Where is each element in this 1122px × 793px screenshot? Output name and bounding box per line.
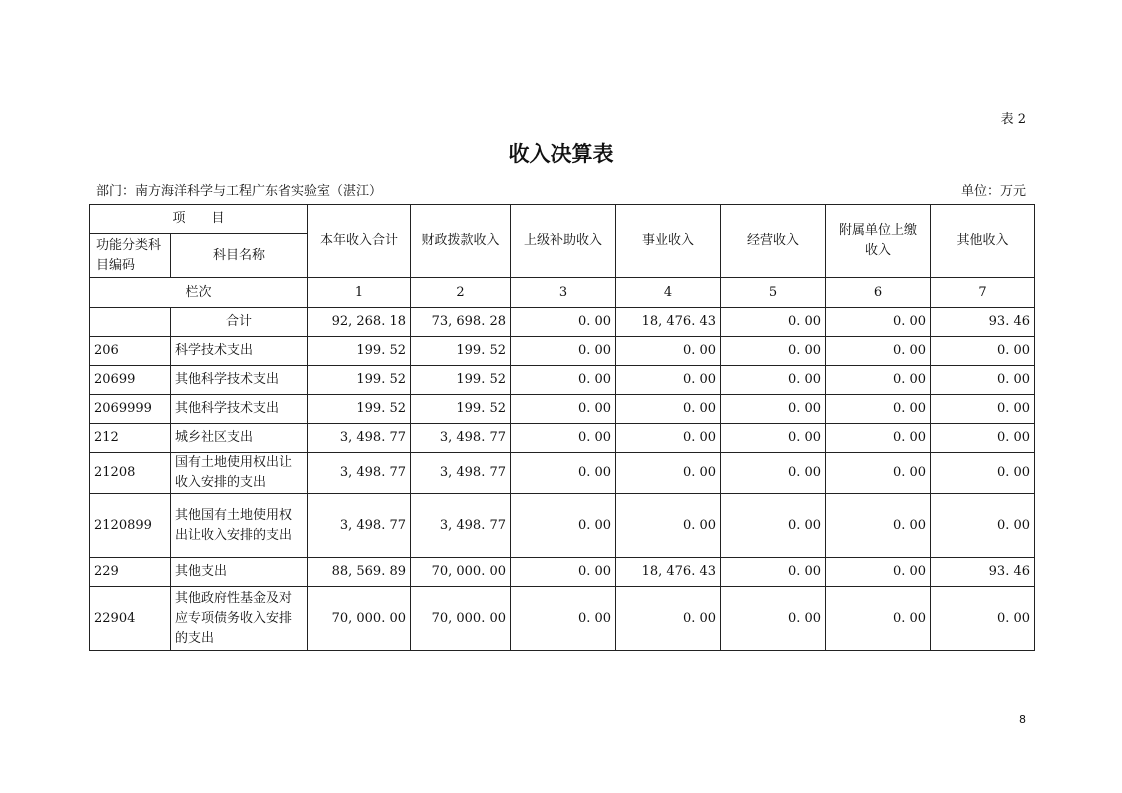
- amount-cell: 70, 000. 00: [308, 587, 411, 651]
- total-value: 73, 698. 28: [411, 308, 511, 337]
- column-header: 上级补助收入: [511, 205, 616, 278]
- amount-cell: 3, 498. 77: [411, 494, 511, 558]
- column-number: 1: [308, 278, 411, 308]
- amount-cell: 0. 00: [721, 558, 826, 587]
- column-number: 4: [616, 278, 721, 308]
- total-label: 合计: [171, 308, 308, 337]
- function-code: 206: [90, 337, 171, 366]
- amount-cell: 3, 498. 77: [411, 424, 511, 453]
- amount-cell: 0. 00: [511, 337, 616, 366]
- table-row: [90, 424, 1035, 453]
- amount-cell: 0. 00: [826, 453, 931, 494]
- amount-cell: 0. 00: [826, 558, 931, 587]
- item-name: 其他政府性基金及对应专项债务收入安排的支出: [171, 587, 308, 651]
- amount-cell: 0. 00: [826, 366, 931, 395]
- amount-cell: 0. 00: [616, 366, 721, 395]
- name-header: 科目名称: [171, 234, 308, 278]
- amount-cell: 0. 00: [931, 366, 1035, 395]
- amount-cell: 0. 00: [511, 424, 616, 453]
- amount-cell: 0. 00: [826, 587, 931, 651]
- amount-cell: 0. 00: [511, 395, 616, 424]
- amount-cell: 0. 00: [721, 453, 826, 494]
- amount-cell: 18, 476. 43: [616, 558, 721, 587]
- total-row: [90, 308, 1035, 337]
- amount-cell: 199. 52: [308, 395, 411, 424]
- amount-cell: 199. 52: [308, 366, 411, 395]
- amount-cell: 0. 00: [931, 494, 1035, 558]
- amount-cell: 199. 52: [411, 395, 511, 424]
- amount-cell: 0. 00: [616, 395, 721, 424]
- income-settlement-table: [89, 204, 1035, 651]
- column-header: 本年收入合计: [308, 205, 411, 278]
- total-value: 18, 476. 43: [616, 308, 721, 337]
- function-code: 2069999: [90, 395, 171, 424]
- total-value: 0. 00: [826, 308, 931, 337]
- table-row: [90, 395, 1035, 424]
- table-row: [90, 587, 1035, 651]
- function-code: 22904: [90, 587, 171, 651]
- unit-label: 单位：万元: [960, 184, 1026, 199]
- amount-cell: 0. 00: [826, 424, 931, 453]
- amount-cell: 199. 52: [411, 337, 511, 366]
- table-row: [90, 366, 1035, 395]
- item-name: 其他科学技术支出: [171, 366, 308, 395]
- column-number: 7: [931, 278, 1035, 308]
- column-header: 其他收入: [931, 205, 1035, 278]
- amount-cell: 0. 00: [511, 366, 616, 395]
- total-value: 0. 00: [511, 308, 616, 337]
- function-code: 229: [90, 558, 171, 587]
- amount-cell: 93. 46: [931, 558, 1035, 587]
- amount-cell: 0. 00: [721, 587, 826, 651]
- amount-cell: 0. 00: [616, 494, 721, 558]
- department-label: 部门：南方海洋科学与工程广东省实验室（湛江）: [96, 184, 383, 199]
- page-title: 收入决算表: [508, 142, 614, 166]
- item-name: 科学技术支出: [171, 337, 308, 366]
- function-code: 21208: [90, 453, 171, 494]
- amount-cell: 0. 00: [931, 395, 1035, 424]
- item-name: 其他国有土地使用权出让收入安排的支出: [171, 494, 308, 558]
- function-code: 212: [90, 424, 171, 453]
- amount-cell: 88, 569. 89: [308, 558, 411, 587]
- column-header: 财政拨款收入: [411, 205, 511, 278]
- item-name: 城乡社区支出: [171, 424, 308, 453]
- amount-cell: 3, 498. 77: [308, 424, 411, 453]
- amount-cell: 199. 52: [411, 366, 511, 395]
- amount-cell: 3, 498. 77: [308, 494, 411, 558]
- column-header: 事业收入: [616, 205, 721, 278]
- column-header: 经营收入: [721, 205, 826, 278]
- table-row: [90, 494, 1035, 558]
- table-row: [90, 453, 1035, 494]
- total-value: 92, 268. 18: [308, 308, 411, 337]
- amount-cell: 70, 000. 00: [411, 587, 511, 651]
- amount-cell: 0. 00: [511, 587, 616, 651]
- amount-cell: 3, 498. 77: [411, 453, 511, 494]
- total-code-cell: [90, 308, 171, 337]
- amount-cell: 0. 00: [616, 424, 721, 453]
- column-number: 3: [511, 278, 616, 308]
- amount-cell: 0. 00: [511, 558, 616, 587]
- item-header: 项 目: [90, 205, 308, 234]
- page-number: 8: [1019, 713, 1026, 726]
- amount-cell: 0. 00: [511, 494, 616, 558]
- column-header: 附属单位上缴收入: [826, 205, 931, 278]
- column-number: 5: [721, 278, 826, 308]
- item-name: 其他科学技术支出: [171, 395, 308, 424]
- column-index-label: 栏次: [90, 278, 308, 308]
- amount-cell: 0. 00: [721, 395, 826, 424]
- amount-cell: 0. 00: [616, 587, 721, 651]
- table-row: [90, 337, 1035, 366]
- amount-cell: 0. 00: [931, 424, 1035, 453]
- amount-cell: 0. 00: [511, 453, 616, 494]
- amount-cell: 0. 00: [721, 337, 826, 366]
- amount-cell: 0. 00: [931, 587, 1035, 651]
- amount-cell: 0. 00: [826, 337, 931, 366]
- amount-cell: 0. 00: [616, 337, 721, 366]
- function-code: 20699: [90, 366, 171, 395]
- total-value: 93. 46: [931, 308, 1035, 337]
- amount-cell: 0. 00: [826, 494, 931, 558]
- code-header: 功能分类科目编码: [90, 234, 171, 278]
- item-name: 其他支出: [171, 558, 308, 587]
- amount-cell: 0. 00: [616, 453, 721, 494]
- amount-cell: 0. 00: [721, 366, 826, 395]
- amount-cell: 0. 00: [931, 453, 1035, 494]
- amount-cell: 70, 000. 00: [411, 558, 511, 587]
- column-number: 2: [411, 278, 511, 308]
- amount-cell: 0. 00: [721, 494, 826, 558]
- item-name: 国有土地使用权出让收入安排的支出: [171, 453, 308, 494]
- column-number: 6: [826, 278, 931, 308]
- amount-cell: 0. 00: [931, 337, 1035, 366]
- amount-cell: 199. 52: [308, 337, 411, 366]
- amount-cell: 0. 00: [826, 395, 931, 424]
- amount-cell: 3, 498. 77: [308, 453, 411, 494]
- amount-cell: 0. 00: [721, 424, 826, 453]
- total-value: 0. 00: [721, 308, 826, 337]
- function-code: 2120899: [90, 494, 171, 558]
- table-number: 表 2: [1000, 112, 1026, 127]
- table-row: [90, 558, 1035, 587]
